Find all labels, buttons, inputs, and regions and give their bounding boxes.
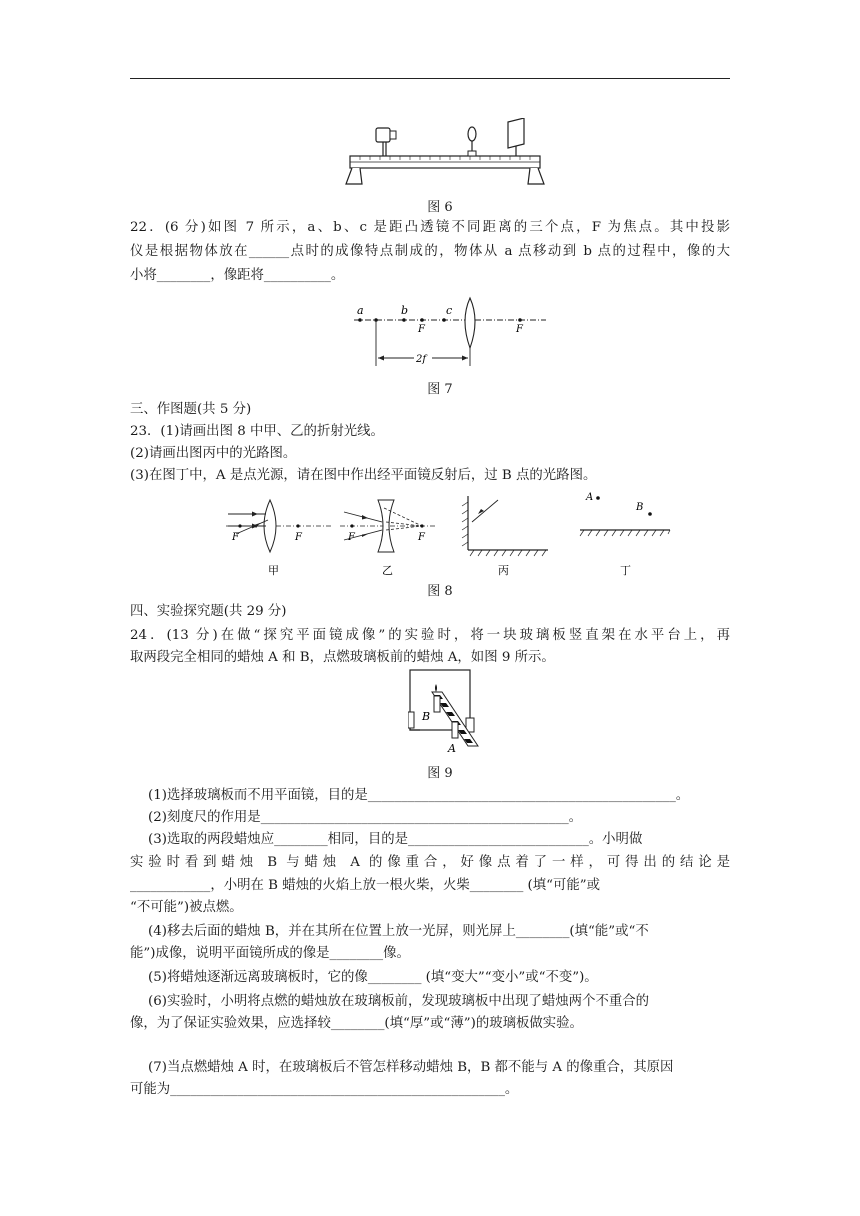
q24-sub-3-line-4: “不可能”)被点燃。 xyxy=(130,900,243,915)
q24-sub-2: (2)刻度尺的作用是______________________________________________。 xyxy=(148,810,583,825)
section-4-title: 四、实验探究题(共 29 分) xyxy=(130,604,287,619)
fig9-label-b: B xyxy=(422,710,431,723)
fig8-jia-f-right: F xyxy=(295,532,302,543)
q24-line-2: 取两段完全相同的蜡烛 A 和 B，点燃玻璃板前的蜡烛 A，如图 9 所示。 xyxy=(130,650,555,665)
fig9-label-a: A xyxy=(448,742,456,755)
q24-sub-7-line-1: (7)当点燃蜡烛 A 时，在玻璃板后不管怎样移动蜡烛 B，B 都不能与 A 的像重合，其原因 xyxy=(148,1060,674,1075)
q24-sub-3-line-1: (3)选取的两段蜡烛应________相同，目的是___________________________。小明做 xyxy=(148,832,643,847)
figure-6-caption: 图 6 xyxy=(427,200,453,215)
fig7-label-b: b xyxy=(401,304,409,317)
fig8-yi-f-right: F xyxy=(418,532,425,543)
q23-part-3: (3)在图丁中，A 是点光源，请在图中作出经平面镜反射后，过 B 点的光路图。 xyxy=(130,468,597,483)
fig8-plane-mirror xyxy=(580,492,670,536)
figure-8-caption: 图 8 xyxy=(427,584,453,599)
figure-7-lens-points xyxy=(350,296,550,376)
header-rule xyxy=(130,78,730,79)
fig8-label-jia: 甲 xyxy=(268,564,279,577)
q24-sub-6-line-2: 像，为了保证实验效果，应选择较________(填“厚”或“薄”)的玻璃板做实验。 xyxy=(130,1016,583,1031)
q24-sub-5: (5)将蜡烛逐渐远离玻璃板时，它的像________ (填“变大”“变小”或“不变”)。 xyxy=(148,970,598,985)
fig7-label-a: a xyxy=(357,304,364,317)
q24-sub-3-line-3: ____________，小明在 B 蜡烛的火焰上放一根火柴，火柴________ (填“可能”或 xyxy=(130,878,601,893)
section-3-title: 三、作图题(共 5 分) xyxy=(130,402,252,417)
fig8-label-yi: 乙 xyxy=(382,564,393,577)
figure-9-glass-plate xyxy=(408,668,484,760)
fig8-label-bing: 丙 xyxy=(498,564,509,577)
q24-sub-4-line-1: (4)移去后面的蜡烛 B，并在其所在位置上放一光屏，则光屏上________(填“能”或“不 xyxy=(148,924,649,939)
q24-sub-7-line-2: 可能为__________________________________________________。 xyxy=(130,1082,519,1097)
fig7-label-f-right: F xyxy=(516,324,523,335)
q22-line-1: 22．(6 分)如图 7 所示，a、b、c 是距凸透镜不同距离的三个点，F 为焦点。其中投影 xyxy=(130,220,730,235)
q22-line-2: 仪是根据物体放在______点时的成像特点制成的，物体从 a 点移动到 b 点的过程中，像的大 xyxy=(130,244,730,259)
fig8-ding-b: B xyxy=(636,502,644,513)
figure-8-ray-diagrams xyxy=(222,490,672,580)
fig8-label-ding: 丁 xyxy=(620,564,631,577)
fig7-label-2f: 2f xyxy=(416,354,427,365)
q24-sub-3-line-2: 实验时看到蜡烛 B 与蜡烛 A 的像重合，好像点着了一样，可得出的结论是 xyxy=(130,855,730,870)
q24-line-1: 24．(13 分)在做“探究平面镜成像”的实验时，将一块玻璃板竖直架在水平台上，再 xyxy=(130,628,730,643)
figure-9-caption: 图 9 xyxy=(427,766,453,781)
q24-sub-6-line-1: (6)实验时，小明将点燃的蜡烛放在玻璃板前，发现玻璃板中出现了蜡烛两个不重合的 xyxy=(148,994,650,1009)
fig8-ding-a: A xyxy=(586,492,594,503)
q24-sub-4-line-2: 能”)成像，说明平面镜所成的像是________像。 xyxy=(130,946,410,961)
figure-7-caption: 图 7 xyxy=(427,382,453,397)
q22-line-3: 小将________，像距将__________。 xyxy=(130,268,345,283)
fig8-concave-lens xyxy=(340,500,436,552)
fig8-corner-mirrors xyxy=(462,496,548,556)
fig8-jia-f-left: F xyxy=(232,532,239,543)
q24-sub-1: (1)选择玻璃板而不用平面镜，目的是______________________________________________。 xyxy=(148,788,690,803)
q23-part-2: (2)请画出图丙中的光路图。 xyxy=(130,446,297,461)
fig8-yi-f-left: F xyxy=(348,532,355,543)
figure-6-optical-bench xyxy=(340,118,550,190)
q23-part-1: 23．(1)请画出图 8 中甲、乙的折射光线。 xyxy=(130,424,384,439)
fig7-label-c: c xyxy=(446,304,453,317)
fig7-label-f-left: F xyxy=(418,324,425,335)
fig8-convex-lens xyxy=(226,500,332,552)
